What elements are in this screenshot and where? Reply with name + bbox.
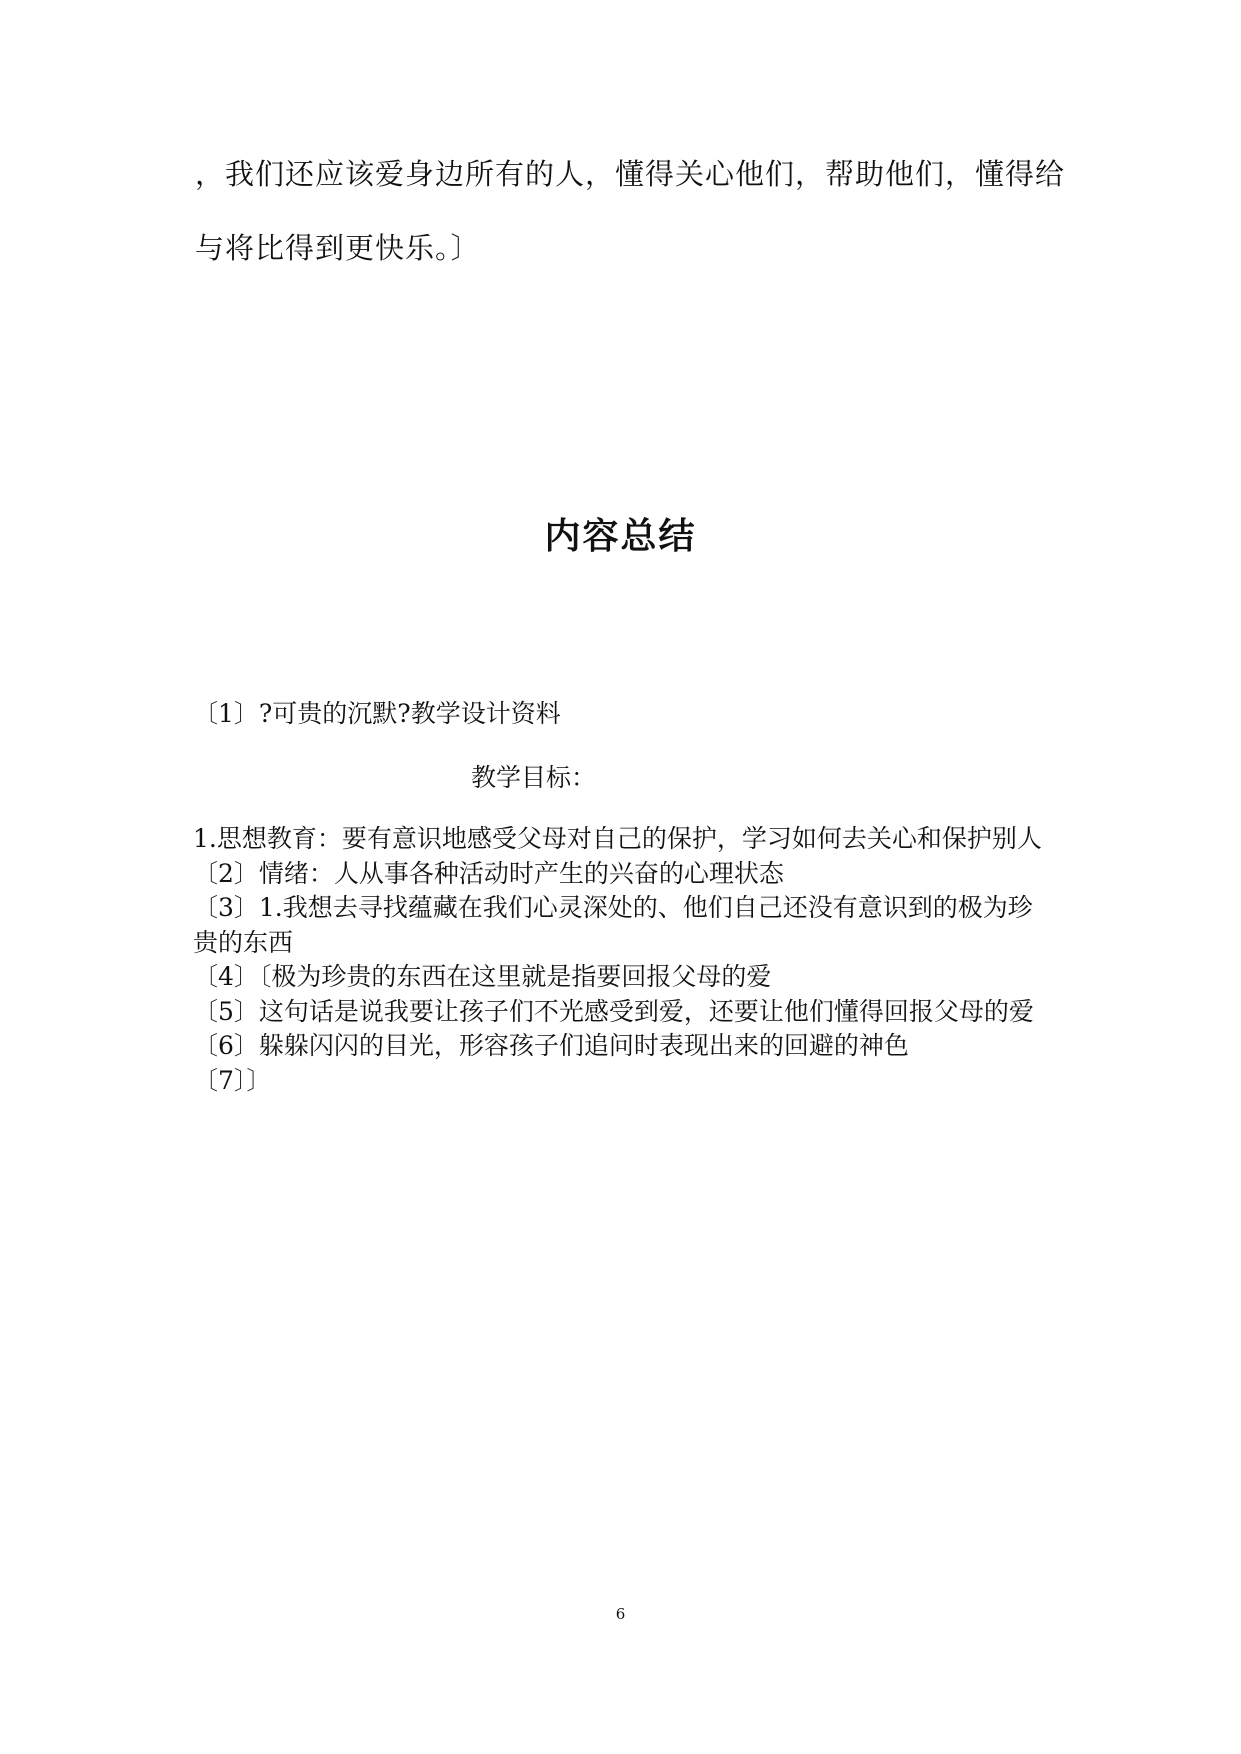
summary-list: [193, 822, 1053, 1098]
document-heading: 〔1〕?可贵的沉默?教学设计资料: [193, 699, 561, 728]
objectives-heading: 教学目标：: [471, 763, 597, 792]
summary-title: 内容总结: [544, 516, 697, 557]
summary-item: 1.思想教育：要有意识地感受父母对自己的保护，学习如何去关心和保护别人: [193, 824, 1042, 853]
continuation-line-2: 与将比得到更快乐。〕: [195, 231, 481, 265]
summary-item: 〔4〕〔极为珍贵的东西在这里就是指要回报父母的爱: [193, 962, 772, 991]
summary-item: 〔2〕情绪：人从事各种活动时产生的兴奋的心理状态: [193, 858, 784, 888]
page-number: 6: [615, 1605, 626, 1623]
summary-item: 〔5〕这句话是说我要让孩子们不光感受到爱，还要让他们懂得回报父母的爱: [193, 996, 1034, 1026]
continuation-line-1: ，我们还应该爱身边所有的人，懂得关心他们，帮助他们，懂得给: [195, 157, 1066, 191]
summary-item: 〔3〕1.我想去寻找蕴藏在我们心灵深处的、他们自己还没有意识到的极为珍贵的东西: [193, 893, 1033, 957]
summary-item: 〔6〕躲躲闪闪的目光，形容孩子们追问时表现出来的回避的神色: [193, 1031, 909, 1060]
summary-item: 〔7〕〕: [193, 1065, 272, 1095]
